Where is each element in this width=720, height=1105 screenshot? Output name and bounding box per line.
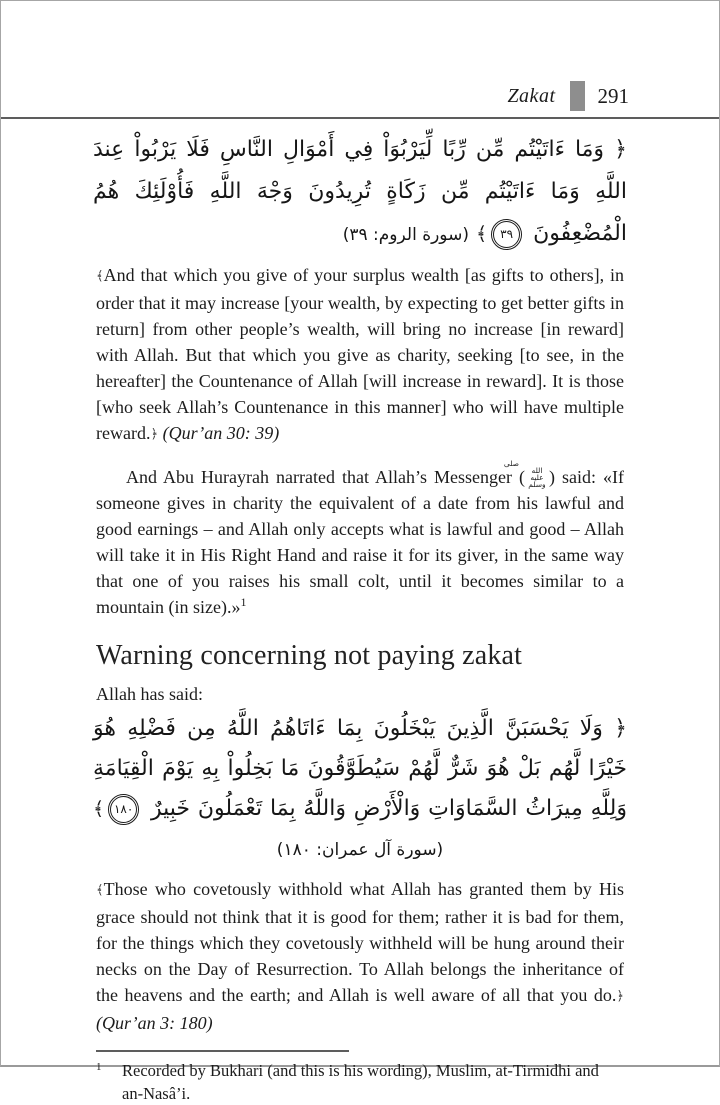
quran-reference-1: (Qur’an 30: 39) — [162, 423, 280, 443]
quran-1-arabic-text: ﴿ وَمَا ءَاتَيْتُم مِّن رِّبًا لِّيَرْبُوَاْ فِي أَمْوَالِ النَّاسِ فَلَا يَرْبُواْ عِندَ اللَّهِ وَمَا ءَاتَيْتُم مِّن زَكَاةٍ تُرِيدُونَ وَجْهَ اللَّهِ فَأُوْلَئِكَ هُمُ الْمُضْعِفُونَ — [93, 137, 627, 246]
surah-citation-1: (سورة الروم: ٣٩) — [342, 225, 469, 245]
quran-reference-2: (Qur’an 3: 180) — [96, 1013, 213, 1033]
ornate-close-quote-icon-1: ﴿ — [150, 427, 159, 442]
page-number: 291 — [597, 83, 629, 108]
ornate-close-bracket-icon-2: ﴾ — [93, 798, 105, 820]
ornate-open-quote-icon-2: ﴾ — [96, 883, 104, 898]
quran-translation-1 — [96, 262, 624, 448]
hadith-paragraph — [96, 460, 624, 620]
footnote-reference: 1 — [240, 595, 247, 609]
translation-1-text: And that which you give of your surplus wealth [as gifts to others], in order that it may increase [your wealth, by expecting to get better gifts in return] from other people’s wealth, will bring no increase [in reward] with Allah. But that which you give as charity, seeking [to see, in the hereafter] the Countenance of Allah [will increase in reward]. It is those [who seek Allah’s Countenance in this manner] who will have multiple reward. — [96, 265, 624, 443]
pbuh-calligraphy-icon: صلى الله عليه وسلم — [503, 459, 546, 489]
page-number-bar — [570, 81, 585, 111]
running-head-chapter: Zakat — [507, 84, 556, 107]
footnote: 1 Recorded by Bukhari (and this is his wording), Muslim, at-Tirmidhi and an-Nasâ’i. — [96, 1060, 599, 1103]
section-heading: Warning concerning not paying zakat — [96, 640, 523, 671]
footnote-area — [1, 1050, 719, 1105]
page-content — [1, 129, 719, 1105]
page-header — [1, 1, 719, 111]
quran-translation-2 — [96, 876, 624, 1036]
quran-2-arabic-text: ﴿ وَلَا يَحْسَبَنَّ الَّذِينَ يَبْخَلُونَ بِمَا ءَاتَاهُمُ اللَّهُ مِن فَضْلِهِ هُوَ خَيْرًا لَّهُم بَلْ هُوَ شَرٌّ لَّهُمْ سَيُطَوَّقُونَ مَا بَخِلُواْ بِهِ يَوْمَ الْقِيَامَةِ وَلِلَّهِ مِيرَاثُ السَّمَاوَاتِ وَالْأَرْضِ وَاللَّهُ بِمَا تَعْمَلُونَ خَبِيرٌ — [93, 716, 627, 821]
quran-verse-arabic-2 — [93, 709, 627, 870]
ornate-open-quote-icon-1: ﴾ — [96, 269, 104, 284]
header-rule — [1, 117, 719, 119]
footnote-rule — [96, 1050, 349, 1052]
ayah-number-badge-1: ٣٩ — [493, 221, 520, 248]
ayah-number-badge-2: ١٨٠ — [110, 796, 137, 823]
surah-citation-2: (سورة آل عمران: ١٨٠) — [276, 840, 444, 860]
footnote-text: Recorded by Bukhari (and this is his wording), Muslim, at-Tirmidhi and an-Nasâ’i. — [122, 1061, 599, 1103]
quran-verse-arabic-1 — [93, 129, 627, 256]
hadith-intro-text: And Abu Hurayrah narrated that Allah’s Messenger ( — [126, 467, 525, 487]
ornate-close-bracket-icon-1: ﴾ — [475, 223, 488, 245]
translation-2-text: Those who covetously withhold what Allah has granted them by His grace should not think that it is good for them; rather it is bad for them, for the things which they covetously withheld will be hung around their necks on the Day of Resurrection. To Allah belongs the inheritance of the heavens and the earth; and Allah is well aware of all that you do. — [96, 879, 624, 1005]
hadith-quote-text: ) said: «If someone gives in charity the equivalent of a date from his lawful and good earnings – and Allah only accepts what is lawful and good – Allah will take it in His Right Hand and raise it for its giver, in the same way that one of you raises his small colt, until it becomes similar to a mountain (in size).» — [96, 467, 624, 617]
ornate-close-quote-icon-2: ﴿ — [616, 989, 624, 1004]
lead-in-text: Allah has said: — [96, 684, 203, 704]
